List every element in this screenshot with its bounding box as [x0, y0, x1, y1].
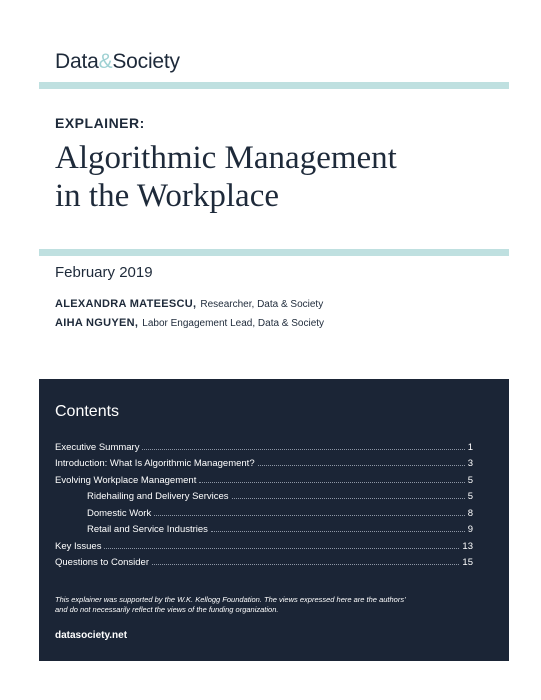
- website-link[interactable]: datasociety.net: [55, 630, 128, 641]
- toc-page-number: 5: [467, 474, 473, 486]
- author-line-2: [55, 317, 324, 329]
- funding-note: [55, 595, 485, 615]
- toc-entry-label: Domestic Work: [87, 507, 152, 519]
- author-name: ALEXANDRA MATEESCU,: [55, 298, 197, 310]
- toc-subentry[interactable]: [55, 486, 473, 503]
- logo-word-society: Society: [112, 50, 180, 73]
- toc-page-number: 9: [467, 524, 473, 535]
- dot-leader: [142, 449, 464, 450]
- toc-entry-label: Key Issues: [55, 540, 102, 552]
- middle-divider: [39, 249, 509, 256]
- toc-entry-label: Introduction: What Is Algorithmic Management?: [55, 458, 255, 469]
- toc-entry-label: Questions to Consider: [55, 557, 149, 568]
- toc-page-number: 13: [462, 540, 473, 552]
- author-line-1: [55, 298, 323, 310]
- title-line-1: Algorithmic Management: [55, 140, 397, 176]
- funding-note-line-2: and do not necessarily reflect the views of the funding organization.: [55, 605, 279, 614]
- toc-entry[interactable]: [55, 552, 473, 569]
- top-divider: [39, 82, 509, 89]
- toc-entry-label: Evolving Workplace Management: [55, 474, 197, 486]
- dot-leader: [152, 564, 459, 565]
- logo-word-data: Data: [55, 50, 99, 73]
- funding-note-line-1: This explainer was supported by the W.K. Kellogg Foundation. The views expressed here are the authors': [55, 595, 406, 604]
- toc-entry-label: Ridehailing and Delivery Services: [87, 491, 229, 502]
- author-role: Researcher, Data & Society: [200, 299, 324, 310]
- table-of-contents: [55, 436, 473, 568]
- contents-heading: Contents: [55, 403, 120, 420]
- toc-page-number: 3: [467, 458, 473, 469]
- dot-leader: [154, 515, 464, 516]
- toc-entry[interactable]: [55, 453, 473, 470]
- toc-entry[interactable]: [55, 535, 473, 552]
- dot-leader: [199, 482, 464, 483]
- toc-entry-label: Retail and Service Industries: [87, 524, 208, 535]
- publication-date: February 2019: [55, 264, 153, 281]
- toc-entry[interactable]: [55, 469, 473, 486]
- toc-entry-label: Executive Summary: [55, 441, 140, 453]
- author-role: Labor Engagement Lead, Data & Society: [142, 318, 325, 329]
- document-title: [55, 139, 397, 215]
- dot-leader: [211, 531, 465, 532]
- toc-page-number: 15: [462, 557, 473, 568]
- dot-leader: [232, 498, 465, 499]
- contents-panel: [39, 379, 509, 661]
- title-line-2: in the Workplace: [55, 178, 279, 214]
- data-society-logo: [55, 50, 180, 74]
- dot-leader: [258, 465, 465, 466]
- toc-subentry[interactable]: [55, 519, 473, 536]
- toc-page-number: 5: [467, 491, 473, 502]
- toc-page-number: 1: [467, 441, 473, 453]
- document-kicker: EXPLAINER:: [55, 115, 145, 131]
- dot-leader: [104, 548, 459, 549]
- toc-entry[interactable]: [55, 436, 473, 453]
- toc-page-number: 8: [467, 507, 473, 519]
- toc-subentry[interactable]: [55, 502, 473, 519]
- logo-ampersand: &: [98, 50, 113, 73]
- author-name: AIHA NGUYEN,: [55, 317, 139, 329]
